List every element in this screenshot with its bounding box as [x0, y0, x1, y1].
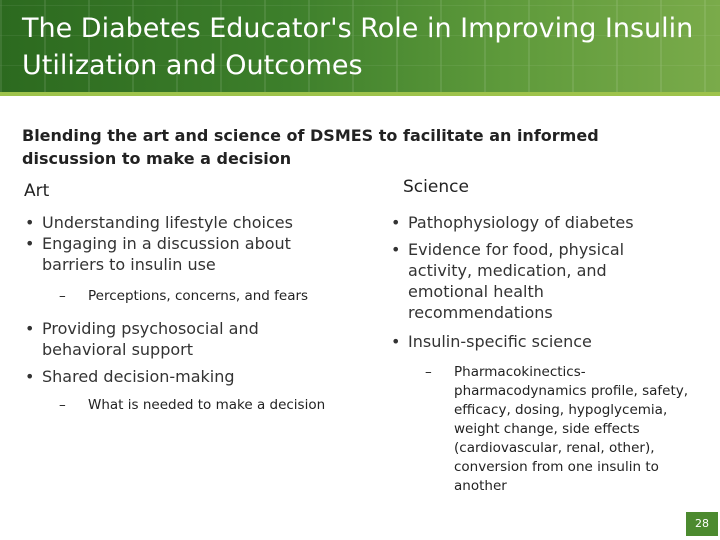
slide-title: The Diabetes Educator's Role in Improving Insulin Utilization and Outcomes [22, 13, 694, 81]
art-column [22, 212, 352, 415]
slide-subtitle: Blending the art and science of DSMES to facilitate an informed discussion to make a decision [22, 126, 599, 168]
title-banner [0, 0, 720, 96]
science-heading: Science [403, 177, 469, 197]
art-subbullet-perceptions: – Perceptions, concerns, and fears [22, 287, 328, 306]
science-subbullet-pkpd: – Pharmacokinectics-pharmacodynamics profile, safety, efficacy, dosing, hypoglycemia, weight change, side effects (cardiovascular, renal, other), conversion from one insulin to another [388, 363, 690, 496]
science-bullet-evidence: • Evidence for food, physical activity, medication, and emotional health recommendations [388, 239, 658, 323]
art-bullet-discussion: • Engaging in a discussion about barriers to insulin use [22, 233, 332, 275]
science-list [388, 212, 688, 496]
art-bullet-shared-decision: • Shared decision-making [22, 366, 332, 387]
art-bullet-support: • Providing psychosocial and behavioral support [22, 318, 292, 360]
slide-number: 28 [686, 512, 718, 536]
science-bullet-insulin: • Insulin-specific science [388, 331, 688, 352]
art-heading: Art [24, 181, 50, 201]
art-bullet-lifestyle: • Understanding lifestyle choices [22, 212, 332, 233]
art-list [22, 212, 352, 415]
art-subbullet-decision-needs: – What is needed to make a decision [22, 396, 328, 415]
banner-accent-strip [0, 92, 720, 96]
science-bullet-pathophysiology: • Pathophysiology of diabetes [388, 212, 688, 233]
science-column [388, 212, 688, 496]
